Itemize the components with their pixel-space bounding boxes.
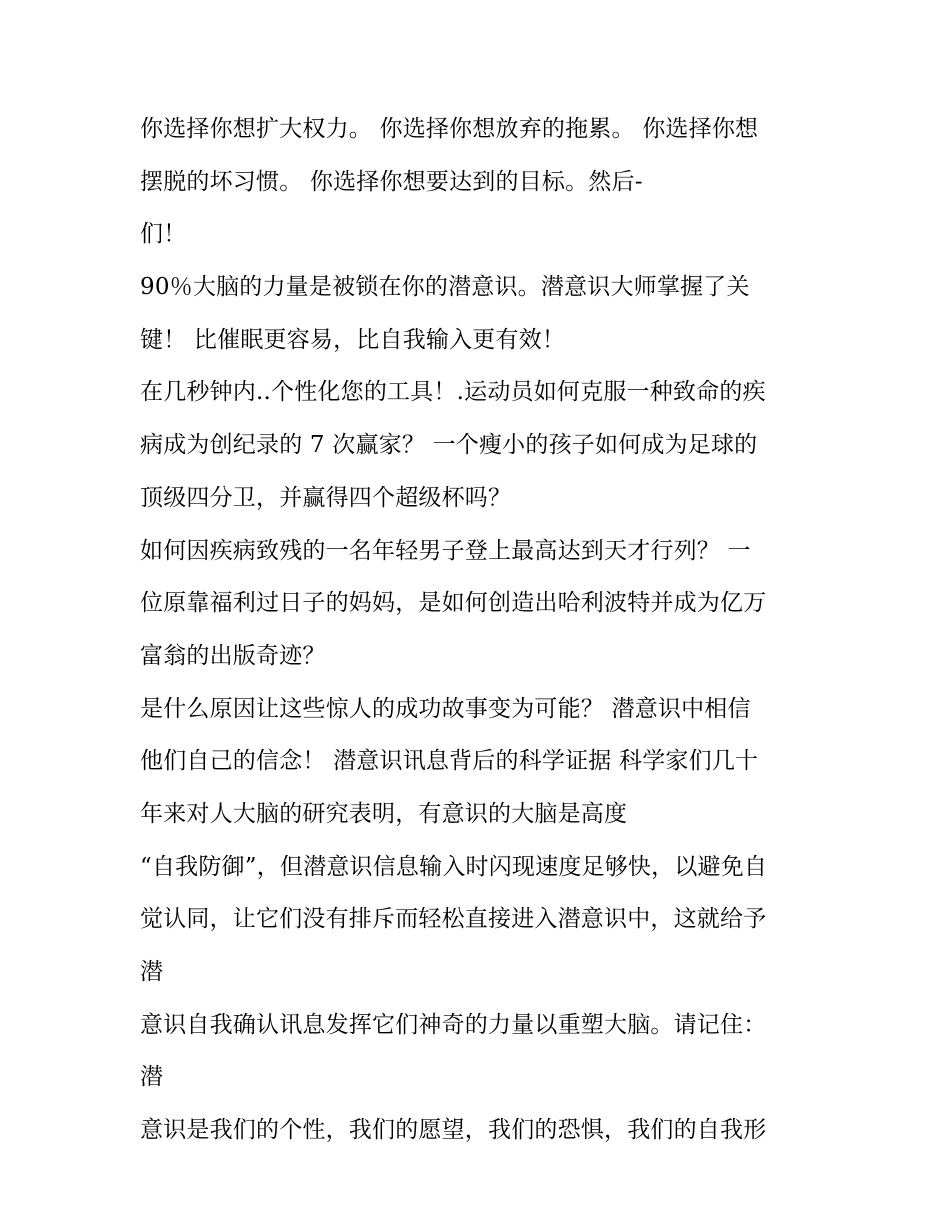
text-line: 如何因疾病致残的一名年轻男子登上最高达到天才行列？ 一 <box>140 537 751 564</box>
text-line: “自我防御”，但潜意识信息输入时闪现速度足够快，以避免自 <box>140 853 768 880</box>
text-line: 在几秒钟内..个性化您的工具！.运动员如何克服一种致命的疾 <box>140 379 766 406</box>
text-line: 位原靠福利过日子的妈妈，是如何创造出哈利波特并成为亿万 <box>140 590 767 617</box>
text-line: 是什么原因让这些惊人的成功故事变为可能？ 潜意识中相信 <box>140 695 751 722</box>
text-line: 他们自己的信念！ 潜意识讯息背后的科学证据 科学家们几十 <box>140 748 759 775</box>
text-line: 键！ 比催眠更容易，比自我输入更有效！ <box>140 326 566 353</box>
text-line: 意识是我们的个性，我们的愿望，我们的恐惧，我们的自我形 <box>140 1117 767 1144</box>
text-line: 90％大脑的力量是被锁在你的潜意识。潜意识大师掌握了关 <box>140 274 750 301</box>
text-line: 病成为创纪录的 7 次赢家？ 一个瘦小的孩子如何成为足球的 <box>140 432 758 459</box>
text-line: 顶级四分卫，并赢得四个超级杯吗？ <box>140 484 512 511</box>
text-line: 潜 <box>140 1064 164 1091</box>
text-line: 意识自我确认讯息发挥它们神奇的力量以重塑大脑。请记住： <box>140 1011 767 1038</box>
text-line: 富翁的出版奇迹？ <box>140 642 326 669</box>
text-line: 们！ <box>140 221 187 248</box>
text-line: 你选择你想扩大权力。 你选择你想放弃的拖累。 你选择你想 <box>140 116 759 142</box>
text-line: 摆脱的坏习惯。 你选择你想要达到的目标。然后- <box>140 168 643 195</box>
text-line: 觉认同，让它们没有排斥而轻松直接进入潜意识中，这就给予 <box>140 906 767 933</box>
text-line: 年来对人大脑的研究表明，有意识的大脑是高度 <box>140 800 628 827</box>
body-text <box>140 107 820 1161</box>
text-line: 潜 <box>140 959 164 985</box>
